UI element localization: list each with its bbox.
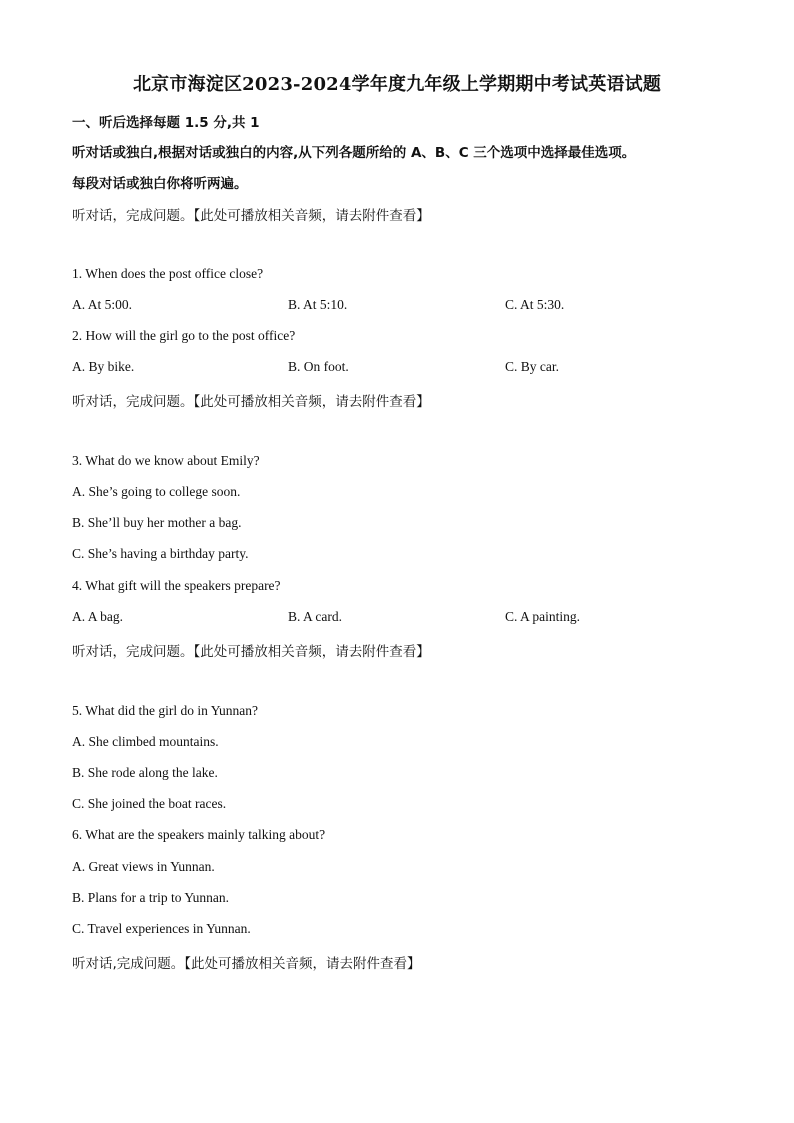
dialogue-prompt: 听对话，完成问题。【此处可播放相关音频，请去附件查看】 <box>72 644 430 660</box>
question-text: 4. What gift will the speakers prepare? <box>72 578 281 593</box>
question-text: 5. What did the girl do in Yunnan? <box>72 703 258 718</box>
section-heading: 一、听后选择每题 1.5 分,共 1 <box>72 115 260 131</box>
dialogue-prompt: 听对话,完成问题。【此处可播放相关音频，请去附件查看】 <box>72 956 421 972</box>
option-c: C. She joined the boat races. <box>72 796 227 811</box>
option-a: A. She’s going to college soon. <box>72 484 241 499</box>
section-instruction-line2: 每段对话或独白你将听两遍。 <box>72 176 248 192</box>
option-a: A. By bike. <box>72 359 135 374</box>
dialogue-prompt: 听对话，完成问题。【此处可播放相关音频，请去附件查看】 <box>72 208 430 224</box>
option-b: B. A card. <box>288 609 342 624</box>
option-c: C. By car. <box>505 359 559 374</box>
option-a: A. She climbed mountains. <box>72 734 219 749</box>
option-a: A. Great views in Yunnan. <box>72 859 215 874</box>
option-a: A. At 5:00. <box>72 297 133 312</box>
dialogue-prompt: 听对话，完成问题。【此处可播放相关音频，请去附件查看】 <box>72 394 430 410</box>
question-text: 6. What are the speakers mainly talking about? <box>72 827 326 842</box>
question-text: 3. What do we know about Emily? <box>72 453 260 468</box>
option-c: C. A painting. <box>505 609 581 624</box>
option-a: A. A bag. <box>72 609 124 624</box>
option-c: C. She’s having a birthday party. <box>72 546 249 561</box>
section-instruction-line1: 听对话或独白,根据对话或独白的内容,从下列各题所给的 A、B、C 三个选项中选择最佳选项。 <box>72 145 636 161</box>
option-b: B. She rode along the lake. <box>72 765 218 780</box>
option-b: B. On foot. <box>288 359 349 374</box>
option-b: B. Plans for a trip to Yunnan. <box>72 890 229 905</box>
document-title: 北京市海淀区2023-2024学年度九年级上学期期中考试英语试题 <box>132 74 662 95</box>
question-text: 1. When does the post office close? <box>72 266 264 281</box>
option-c: C. Travel experiences in Yunnan. <box>72 921 251 936</box>
option-b: B. At 5:10. <box>288 297 348 312</box>
question-text: 2. How will the girl go to the post office? <box>72 328 296 343</box>
option-b: B. She’ll buy her mother a bag. <box>72 515 242 530</box>
option-c: C. At 5:30. <box>505 297 565 312</box>
